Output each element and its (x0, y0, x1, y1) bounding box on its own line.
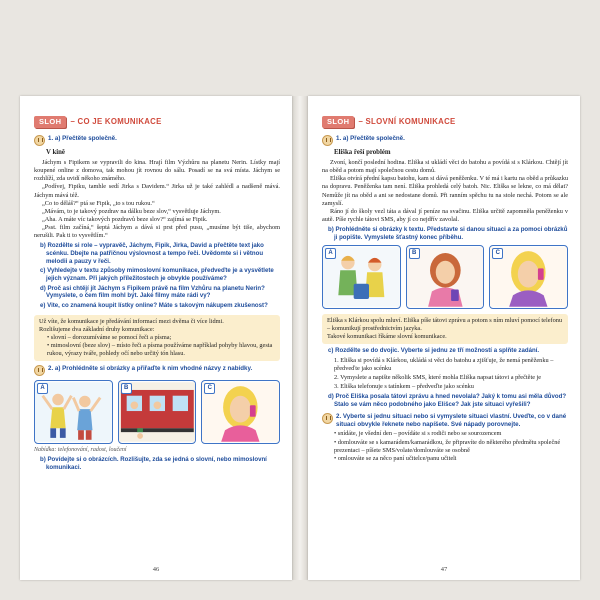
read-aloud-icon (34, 135, 45, 146)
story-paragraph: Zvoní, končí poslední hodina. Eliška si ukládí věci do batohu a povídá si s Klárkou. Chtějí jít na oběd a potom mají společnou cestu domů. (322, 159, 568, 175)
situation-list (334, 430, 568, 462)
task-number: 2. (336, 412, 342, 420)
subtask: d) Proč asi chtějí jít Jáchym s Fipikem právě na film Vzhůru na planetu Nerin? Vymyslete, o čem film mohl být. Jaké filmy máte rádi vy? (40, 284, 265, 300)
image-label: B (121, 383, 132, 394)
left-header (34, 116, 280, 128)
illustration-kids-joy (34, 380, 113, 444)
illustration-row (34, 380, 280, 444)
subtask: b) Rozdělte si role – vypravěč, Jáchym, Fipik, Jirka, David a přečtěte text jako scénku. Dbejte na patřičnou výslovnost a tempo řeči. Uvědomte si i větnou melodii a pauzy v řeči. (40, 242, 264, 265)
option-item: 3. Eliška telefonuje s tatínkem – předveďte jako scénku (334, 383, 474, 391)
illustration-sms (406, 245, 485, 309)
image-label: A (37, 383, 48, 394)
sloh-badge: SLOH (322, 116, 354, 128)
info-box (34, 315, 280, 361)
read-aloud-icon (322, 135, 333, 146)
subtask: c) Vyhledejte v textu způsoby mimoslovní komunikace, předveďte je a vysvětlete jejich význam. Při jakých příležitostech je obvykle používáme? (40, 267, 274, 282)
story-paragraph: „Psst. film začíná,“ šeptá Jáchym a dává si prst před pusu, „musíme být tiše, abychom nerušili. Pak ti to vysvětlím.“ (34, 223, 280, 240)
task-number: 1. (48, 135, 54, 143)
option-item: 1. Eliška si povídá s Klárkou, ukládá si věci do batohu a zjišťuje, že nemá peněženku – předveďte jako scénku (334, 357, 554, 373)
info-item: • slovní – dorozumíváme se pomocí řeči a písma; (47, 334, 275, 342)
story-paragraph: Ráno jí do školy vezl táta a dával jí peníze na svačinu. Eliška určitě zapomněla peněženku v autě. Píše rychle tátovi SMS, aby jí co nejdřív zavolal. (322, 207, 568, 223)
task-2 (322, 413, 568, 429)
story-paragraph: Jáchym s Fipikem se vypravili do kina. Hrají film Výzhůru na planetu Nerin. Lístky mají koupené online z domova, tak mohou jít rovnou do sálu. Posadí se na svá místa. Jáchym se rozhlíží, zda uvidí někoho známého. (34, 159, 280, 183)
info-line: Takové komunikaci říkáme slovní komunikace. (327, 333, 447, 341)
task-letter: a) (54, 364, 61, 372)
task-number: 2. (48, 364, 54, 372)
task-letter: a) (342, 135, 349, 143)
task-2 (34, 365, 280, 376)
illustration-girls-backpack (322, 245, 401, 309)
illustration-train-goodbye (118, 380, 197, 444)
situation-item: • domlouváte se s kamarádem/kamarádkou, že připravíte do některého předmětu společné prezentaci – píšete SMS/volate/domlouváte se osobně (334, 439, 568, 455)
task-1 (322, 135, 568, 146)
info-line: Rozlišujeme dva základní druhy komunikace: (39, 325, 155, 333)
sloh-badge: SLOH (34, 116, 66, 128)
book-gutter (292, 96, 308, 580)
image-label: C (204, 383, 215, 394)
task-1 (34, 135, 280, 146)
page-title: – CO JE KOMUNIKACE (70, 117, 162, 126)
page-number: 46 (152, 565, 160, 573)
situation-item: • omlouváte se za něco paní učitelce/panu učiteli (334, 455, 568, 463)
illustration-row (322, 245, 568, 309)
situation-item: • snídáte, je všední den – povídáte si s rodiči nebo se sourozencem (334, 430, 568, 438)
info-line: Už víte, že komunikace je předávání informací mezi dvěma či více lidmi. (39, 317, 224, 325)
task-instruction: Vyberte si jednu situaci nebo si vymyslete situaci vlastní. Uveďte, co v dané situaci obvykle řeknete nebo napíšete. Své nápady porovnejte. (336, 412, 567, 428)
image-label: A (325, 248, 336, 259)
illustration-girl-phone (201, 380, 280, 444)
options-list (334, 357, 568, 391)
story-paragraph: „Co to děláš?“ ptá se Fipik, „to s tou rukou.“ (42, 199, 155, 207)
subtask: d) Proč Eliška posala tátovi zprávu a hned nevolala? Jaký k tomu asi měla důvod? Stalo se vám něco podobného jako Elišce? Jak jste situaci vyřešili? (328, 393, 567, 409)
story-paragraph: „Mávám, to je takový pozdrav na dálku beze slov,“ vysvětluje Jáchym. (42, 207, 221, 215)
left-page (20, 96, 292, 580)
subtask: e) Vite, co znamená koupit lístky online? Máte s takovým nákupem zkušenost? (40, 302, 268, 310)
task-instruction: Přečtěte společně. (350, 135, 405, 143)
image-label: C (492, 248, 503, 259)
story-paragraph: Eliška otvírá přední kapsu batohu, kam si dává peněženku. V té má i kartu na oběd a průkazku na dopravu. Peněženka tam není. Eliška prohledá celý batoh. Nic. Eliška se lekne, co má dělat? Nemůže jít na oběd a ani se nedostane domů. Při ranním spěchu tu na stole nechá. Potom se ale zamyslí. (322, 175, 568, 207)
story-title: Eliška řeší problém (334, 149, 391, 157)
read-aloud-icon (322, 413, 333, 424)
info-item: • mimoslovní (beze slov) – místo řeči a písma používáme například pohyby hlavou, gesta rukou, výrazy tváře, pohledy očí nebo určitý tón hlasu. (47, 342, 275, 358)
subtask: c) Rozdělte se do dvojic. Vyberte si jednu ze tří možností a splňte zadání. (328, 347, 540, 355)
option-item: 2. Vymyslete a napište několik SMS, které mohla Eliška napsat tátovi a přečtěte je (334, 374, 542, 382)
info-box (322, 314, 568, 344)
task-letter: a) (54, 135, 61, 143)
subtask: b) Prohlédněte si obrázky k textu. Představte si danou situaci a za pomoci obrázků ji popište. Vymyslete šťastný konec příběhu. (328, 225, 568, 241)
info-list (39, 334, 275, 358)
page-title: – SLOVNÍ KOMUNIKACE (358, 117, 456, 126)
options-hint: Nabídka: telefonování, radost, loučení (34, 446, 127, 453)
subtask: b) Povídejte si o obrázcích. Rozlišujte, zda se jedná o slovní, nebo mimoslovní komunikaci. (40, 455, 267, 471)
info-line: Eliška s Klárkou spolu mluví. Eliška píše tátovi zprávu a potom s ním mluví pomocí telefonu – komunikují prostřednictvím jazyka. (327, 317, 563, 333)
illustration-phone-call (489, 245, 568, 309)
story-title: V kině (46, 149, 65, 157)
task-instruction: Prohlédněte si obrázky a přiřaďte k nim vhodné názvy z nabídky. (62, 364, 253, 372)
story-paragraph: „Aha. A máte víc takových pozdravů beze slov?“ zajímá se Fipik. (42, 215, 208, 223)
story-paragraph: „Podívej, Fipiku, tamhle sedí Jirka s Davidem.“ Jirka už je také zahlédl a nadšeně mává. Jáchym mává též. (34, 183, 280, 199)
page-number: 47 (440, 565, 448, 573)
right-page (308, 96, 580, 580)
task-instruction: Přečtěte společně. (62, 135, 117, 143)
right-header (322, 116, 568, 128)
task-number: 1. (336, 135, 342, 143)
image-label: B (409, 248, 420, 259)
read-aloud-icon (34, 365, 45, 376)
